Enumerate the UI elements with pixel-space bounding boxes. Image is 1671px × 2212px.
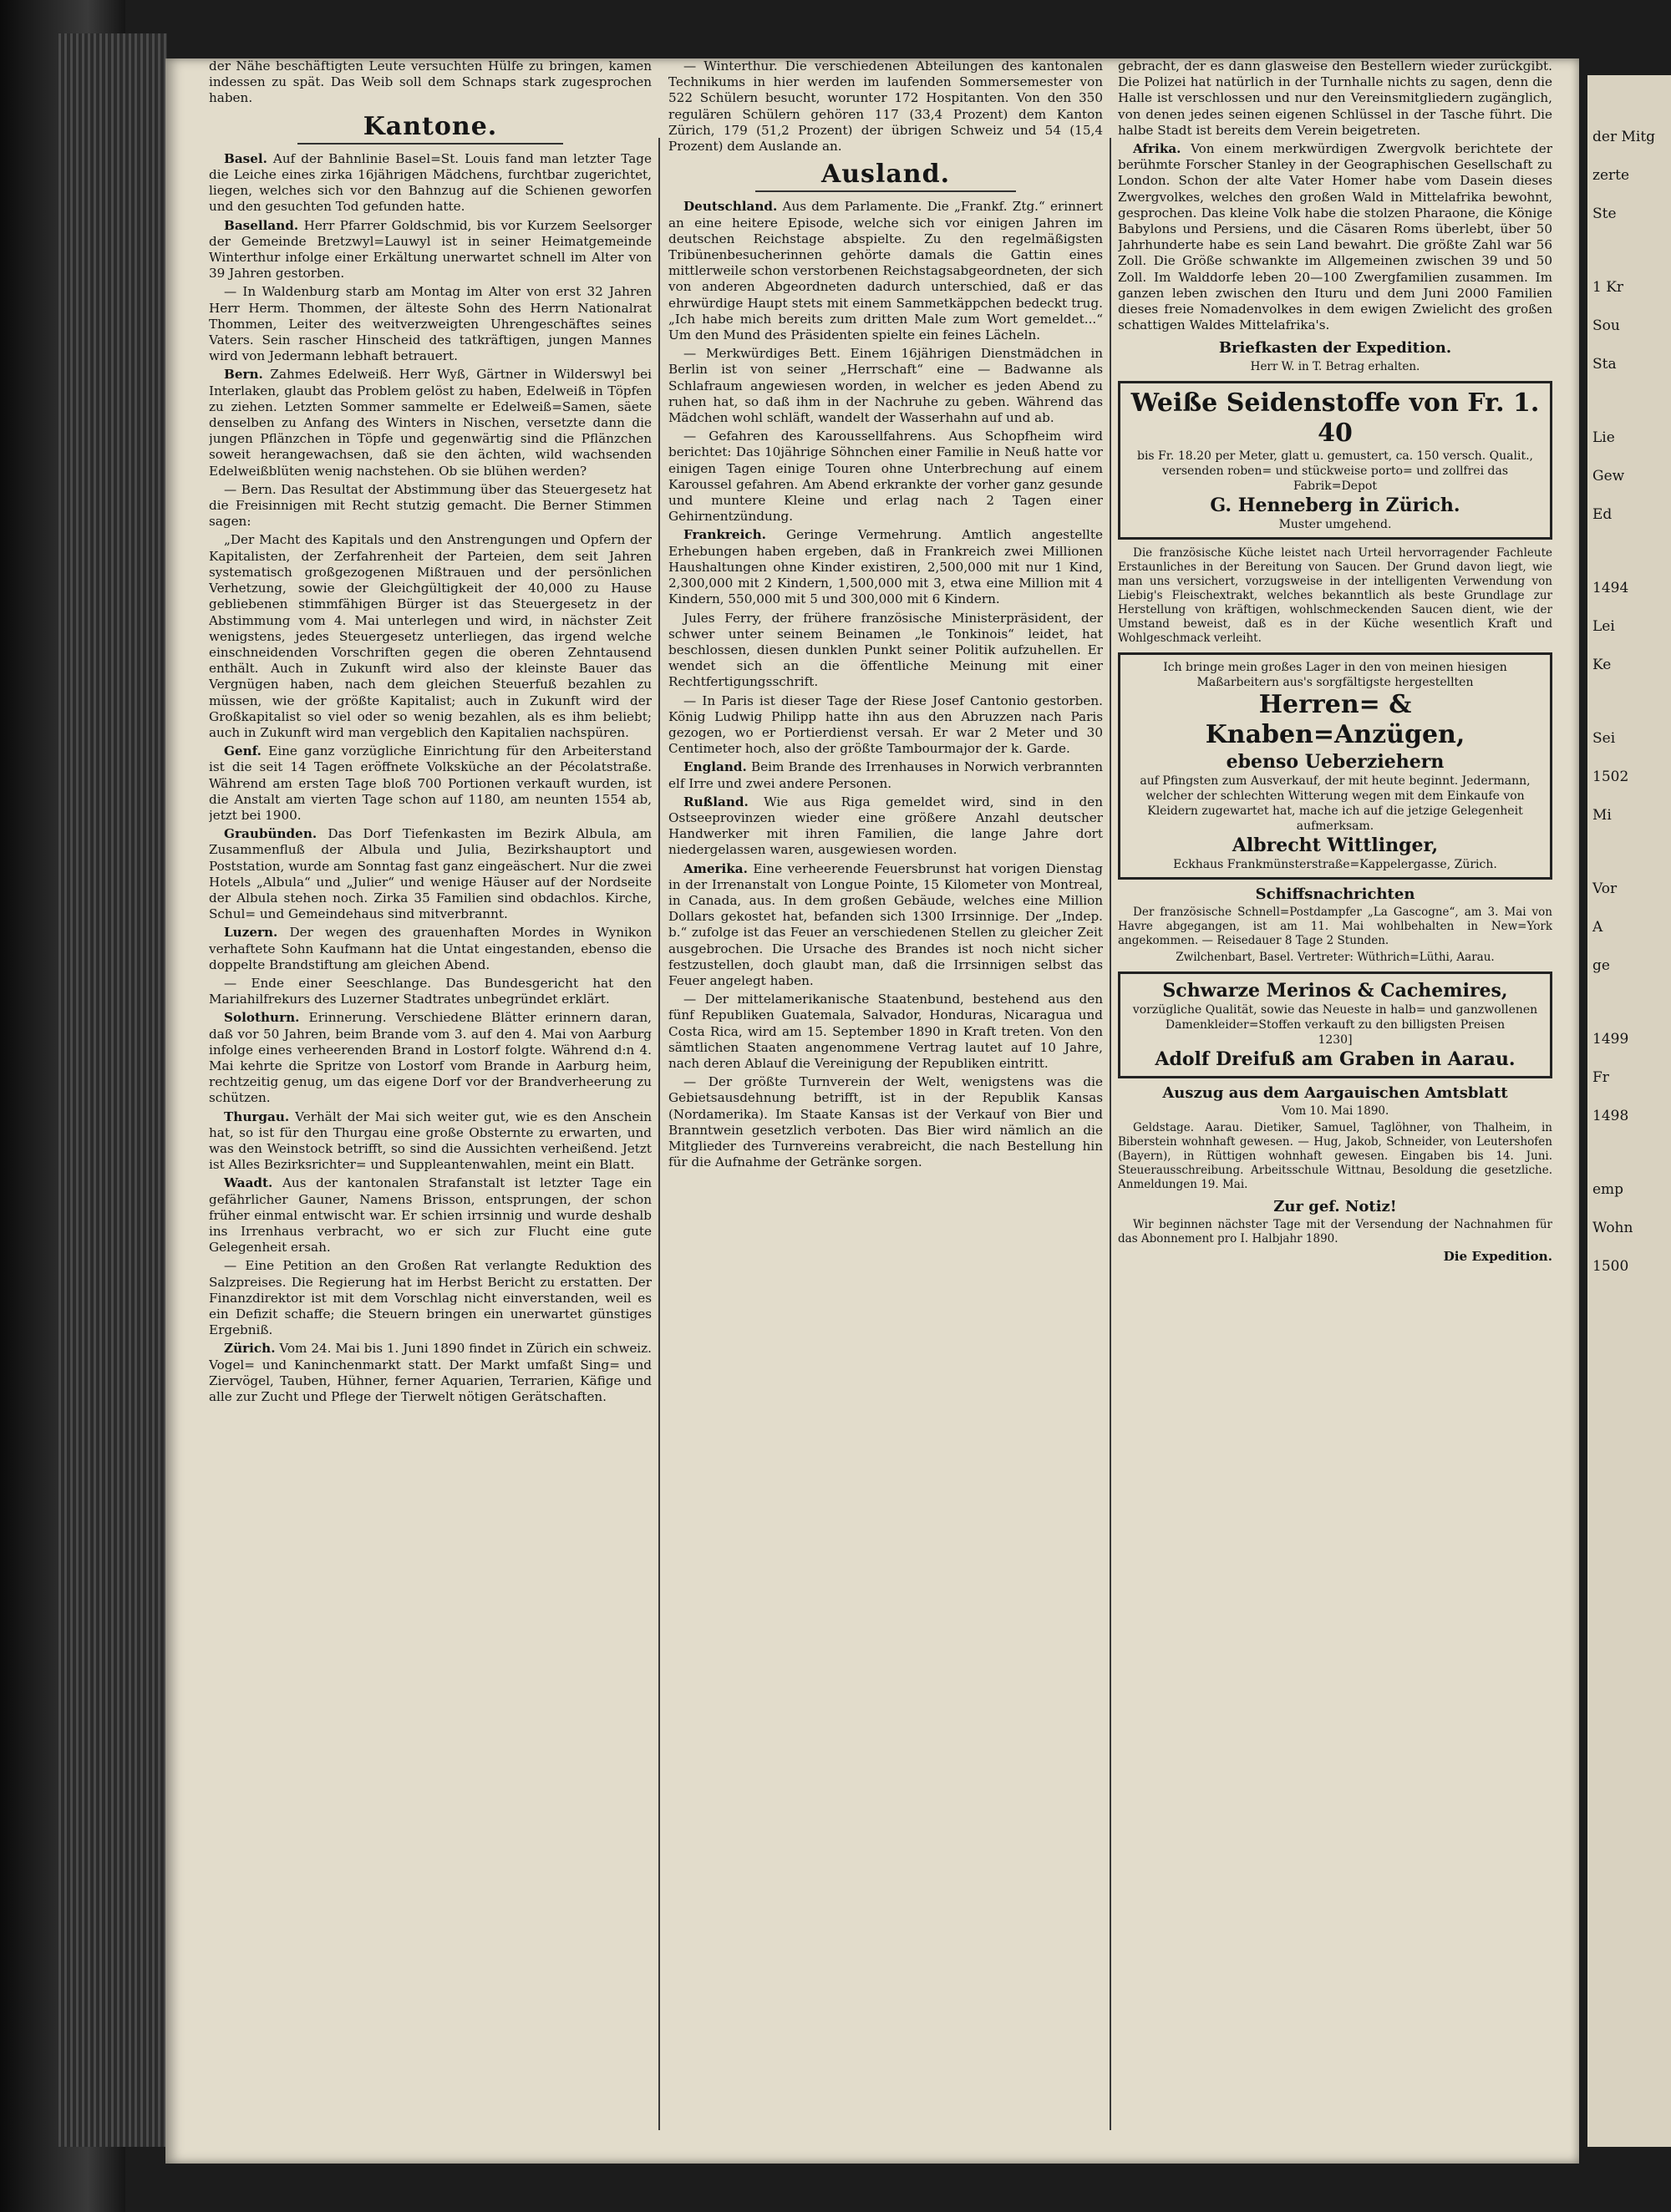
notice-text: Wir beginnen nächster Tage mit der Versendung der Nachnahmen für das Abonnement pro I. Halbjahr 1890. <box>1118 1218 1552 1246</box>
ad-reference: 1230] <box>1318 1032 1353 1047</box>
adjacent-text-fragment: emp <box>1592 1181 1624 1198</box>
adjacent-text-fragment: Ste <box>1592 205 1617 222</box>
article-paragraph <box>209 151 652 216</box>
shipping-text: Der französische Schnell=Postdampfer „La Gascogne“, am 3. Mai von Havre abgegangen, ist am 11. Mai wohlbehalten in New=York angekommen. — Reisedauer 8 Tage 2 Stunden. <box>1118 905 1552 947</box>
article-paragraph <box>668 693 1103 758</box>
notice-heading: Zur gef. Notiz! <box>1273 1198 1397 1216</box>
adjacent-text-fragment: Sou <box>1592 317 1620 334</box>
adjacent-page-edge <box>1587 75 1671 2147</box>
adjacent-text-fragment: zerte <box>1592 167 1630 184</box>
article-text: Geringe Vermehrung. Amtlich angestellte Erhebungen haben ergeben, daß in Frankreich zwei Millionen Haushaltungen ohne Kinder existiren, 2,500,000 mit nur 1 Kind, 2,300,000 mit 2 Kindern, 1,500,000 mit 3, etwa eine Million mit 4 Kindern, 550,000 mit 5 und 300,000 mit 6 Kindern. <box>668 527 1103 607</box>
adjacent-text-fragment: Ed <box>1592 506 1613 523</box>
article-paragraph <box>668 611 1103 691</box>
article-paragraph <box>209 218 652 282</box>
adjacent-text-fragment: Vor <box>1592 880 1618 897</box>
ad-headline: Weiße Seidenstoffe von Fr. 1. 40 <box>1130 388 1540 448</box>
adjacent-text-fragment: Sta <box>1592 356 1617 373</box>
adjacent-text-fragment: Wohn <box>1592 1220 1633 1236</box>
article-title: Amerika. <box>683 860 748 876</box>
adjacent-text-fragment: 1494 <box>1592 580 1629 596</box>
article-title: Bern. <box>224 367 263 383</box>
article-text: — Merkwürdiges Bett. Einem 16jährigen Dienstmädchen in Berlin ist von seiner „Herrschaft“ eine — Badwanne als Schlafraum angewiesen worden, in welcher es jeden Abend zu ruhen hat, so daß ihm in der Nachruhe zu geben. Während das Mädchen wohl schläft, wandelt der Wasserhahn auf und ab. <box>668 346 1103 426</box>
article-text: „Der Macht des Kapitals und den Anstrengungen und Opfern der Kapitalisten, der Zerfahrenheit der Parteien, dem seit Jahren systematisch großgezogenen Mißtrauen und der persönlichen Verhetzung, sowie der Gleichgültigkeit der 40,000 zu Hause gebliebenen stimmfähigen Bürger ist das Steuergesetz in der Abstimmung vom 4. Mai unterlegen und wird, in nächster Zeit wenigstens, jedes Steuergesetz unterliegen, das irgend welche einschneidenden Vorschriften gegen die oberen Zehntausend enthält. Auch in Zukunft wird also der kleinste Bauer das Vergnügen haben, nach dem gleichen Steuerfuß bezahlen zu müssen, wie der größte Kapitalist; auch in Zukunft wird der Großkapitalist so viel oder so wenig bezahlen, als es ihm beliebt; auch in Zukunft wird man vergeblich den Kapitalien nachspüren. <box>209 532 652 740</box>
adjacent-text-fragment: Lie <box>1592 429 1615 446</box>
article-title: Deutschland. <box>683 199 778 215</box>
adjacent-text-fragment: Lei <box>1592 618 1615 635</box>
article-title: Graubünden. <box>224 826 317 842</box>
article-list <box>1118 141 1552 333</box>
ad-tail: Muster umgehend. <box>1278 517 1392 531</box>
article-text: — Der größte Turnverein der Welt, wenigstens was die Gebietsausdehnung betrifft, ist in der Republik Kansas (Nordamerika). Im Staate Kansas ist der Verkauf von Bier und Branntwein gesetzlich verboten. Das Bier wird nämlich an die Mitglieder des Turnvereins verabreicht, die nach Bestellung hin für die Aufnahme der Getränke sorgen. <box>668 1074 1103 1170</box>
column-rule <box>1110 138 1111 2130</box>
ad-subheadline: ebenso Ueberziehern <box>1226 750 1445 773</box>
article-text: Aus der kantonalen Strafanstalt ist letzter Tage ein gefährlicher Gauner, Namens Brisson, entsprungen, der schon früher einmal entwischt war. Er schien irrsinnig und wurde deshalb ins Irrenhaus verbracht, wo er sich zur Flucht eine gute Gelegenheit ersah. <box>209 1175 652 1256</box>
article-text: Der wegen des grauenhaften Mordes in Wynikon verhaftete Sohn Kaufmann hat die Untat eingestanden, ebenso die doppelte Brandstiftung am gleichen Abend. <box>209 925 652 972</box>
article-paragraph <box>209 284 652 364</box>
article-paragraph <box>209 1109 652 1174</box>
article-paragraph <box>209 1175 652 1256</box>
article-paragraph <box>1118 141 1552 333</box>
briefkasten-text: Herr W. in T. Betrag erhalten. <box>1250 359 1420 373</box>
ad-firm: Adolf Dreifuß am Graben in Aarau. <box>1155 1048 1516 1070</box>
article-text: — Gefahren des Karoussellfahrens. Aus Schopfheim wird berichtet: Das 10jährige Söhnchen einer Familie in Neuß hatte vor einigen Tagen einige Touren ohne Unterbrechung auf einem Karoussel gefahren. Am Abend erkrankte der vorher ganz gesunde und muntere Kleine und erlag nach 2 Tagen einer Gehirnentzündung. <box>668 429 1103 525</box>
article-paragraph <box>668 1074 1103 1170</box>
ad-firm: Albrecht Wittlinger, <box>1232 834 1439 856</box>
article-text: — Der mittelamerikanische Staatenbund, bestehend aus den fünf Republiken Guatemala, Salvador, Honduras, Nicaragua und Costa Rica, wird am 15. September 1890 in Kraft treten. Von den sämtlichen Staaten angenommene Vertrag lautet auf 10 Jahre, nach deren Ablauf die Vereinigung der Republiken eintritt. <box>668 992 1103 1071</box>
article-title: Basel. <box>224 150 267 166</box>
article-text: Herr Pfarrer Goldschmid, bis vor Kurzem Seelsorger der Gemeinde Bretzwyl=Lauwyl ist in seiner Heimatgemeinde Winterthur infolge einer Erkältung unerwartet schnell im Alter von 39 Jahren gestorben. <box>209 217 652 282</box>
article-text: Beim Brande des Irrenhauses in Norwich verbrannten elf Irre und zwei andere Personen. <box>668 759 1103 791</box>
article-paragraph <box>209 1010 652 1106</box>
column-1 <box>209 58 652 2164</box>
adjacent-text-fragment: 1498 <box>1592 1108 1629 1124</box>
adjacent-text-fragment: A <box>1592 919 1603 936</box>
article-paragraph <box>668 527 1103 607</box>
article-paragraph <box>209 743 652 824</box>
article-paragraph <box>209 367 652 479</box>
article-paragraph <box>209 482 652 530</box>
ad-body: vorzügliche Qualität, sowie das Neueste in halb= und ganzwollenen Damenkleider=Stoffen verkauft zu den billigsten Preisen <box>1132 1002 1538 1032</box>
article-text: Aus dem Parlamente. Die „Frankf. Ztg.“ erinnert an eine heitere Episode, welche sich vor einigen Jahren im deutschen Reichstage abspielte. Zu den regelmäßigsten Tribünenbesucherinnen gehörte damals die Gattin eines mittlerweile schon verstorbenen Reichstagsabgeordneten, der sich von anderen Abgeordneten dadurch unterschied, daß er das ehrwürdige Haupt stets mit einem Sammetkäppchen bedeckt trug. „Ich habe mich bereits zum dritten Male zum Wort gemeldet...“ Um den Mund des Präsidenten spielte ein feines Lächeln. <box>668 199 1103 343</box>
article-text: — In Paris ist dieser Tage der Riese Josef Cantonio gestorben. König Ludwig Philipp hatte ihn aus den Abruzzen nach Paris gezogen, wo er Portierdienst versah. Er war 2 Meter und 30 Centimeter hoch, also der größte Tambourmajor der k. Garde. <box>668 693 1103 757</box>
article-title: Rußland. <box>683 794 749 809</box>
newspaper-page <box>165 58 1579 2164</box>
advertisement-clothing <box>1118 652 1552 880</box>
article-text: Verhält der Mai sich weiter gut, wie es den Anschein hat, so ist für den Thurgau eine große Obsternte zu erwarten, und was den Weinstock betrifft, so sind die Aussichten verheißend. Jetzt ist Alles Bezirksrichter= und Suppleantenwahlen, meint ein Blatt. <box>209 1109 652 1173</box>
article-list <box>209 151 652 1405</box>
amtsblatt-heading: Auszug aus dem Aargauischen Amtsblatt <box>1162 1083 1508 1102</box>
article-title: England. <box>683 759 747 775</box>
article-paragraph <box>668 429 1103 525</box>
article-paragraph <box>668 794 1103 859</box>
adjacent-text-fragment: Mi <box>1592 807 1612 824</box>
article-text: Eine ganz vorzügliche Einrichtung für den Arbeiterstand ist die seit 14 Tagen eröffnete Volksküche an der Pécolatstraße. Während am ersten Tage bloß 700 Portionen verkauft wurden, ist die Anstalt am vierten Tage schon auf 1180, am neunten 1554 ab, jetzt bei 1900. <box>209 743 652 823</box>
article-title: Afrika. <box>1133 141 1181 157</box>
article-text: Vom 24. Mai bis 1. Juni 1890 findet in Zürich ein schweiz. Vogel= und Kaninchenmarkt statt. Der Markt umfaßt Sing= und Ziervögel, Tauben, Hühner, ferner Aquarien, Terrarien, Käfige und alle zur Zucht und Pflege der Tierwelt nötigen Gerätschaften. <box>209 1341 652 1405</box>
adjacent-text-fragment: Fr <box>1592 1069 1609 1086</box>
section-heading-kantone: Kantone. <box>363 111 498 141</box>
column-intro: gebracht, der es dann glasweise den Bestellern wieder zurückgibt. Die Polizei hat natürlich in der Turnhalle nichts zu sagen, denn die Halle ist verschlossen und nur den Vereinsmitgliedern zugänglich, von denen jedes seinen eigenen Schlüssel in der Tasche führt. Die halbe Stadt ist bereits dem Verein beigetreten. <box>1118 58 1552 138</box>
column-2 <box>668 58 1103 2164</box>
article-text: — Eine Petition an den Großen Rat verlangte Reduktion des Salzpreises. Die Regierung hat im Herbst Bericht zu erstatten. Der Finanzdirektor ist mit dem Vorschlag nicht einverstanden, weil es ein Defizit schaffe; die Steuern bringen ein unerwartet günstiges Ergebniß. <box>209 1258 652 1338</box>
adjacent-text-fragment: 1 Kr <box>1592 279 1624 296</box>
article-text: Jules Ferry, der frühere französische Ministerpräsident, der schwer unter seinem Beinamen „le Tonkinois“ leidet, hat beschlossen, diesen dunklen Punkt seiner Politik aufzuhellen. Er wendet sich an die öffentliche Meinung mit einer Rechtfertigungsschrift. <box>668 610 1103 690</box>
article-paragraph <box>668 992 1103 1072</box>
article-text: — In Waldenburg starb am Montag im Alter von erst 32 Jahren Herr Herm. Thommen, der älteste Sohn des Herrn Nationalrat Thommen, Leiter des weitverzweigten Uhrengeschäftes seines Vaters. Sein rascher Hinscheid des tatkräftigen, jungen Mannes wird von Jedermann lebhaft betrauert. <box>209 284 652 364</box>
adjacent-text-fragment: Sei <box>1592 730 1616 747</box>
article-title: Waadt. <box>224 1175 273 1191</box>
ad-address: Eckhaus Frankmünsterstraße=Kappelergasse, Zürich. <box>1173 857 1497 871</box>
article-paragraph <box>209 925 652 973</box>
shipping-agent: Zwilchenbart, Basel. Vertreter: Wüthrich=Lüthi, Aarau. <box>1176 950 1495 964</box>
article-paragraph <box>668 759 1103 791</box>
article-paragraph <box>668 199 1103 343</box>
amtsblatt-date: Vom 10. Mai 1890. <box>1281 1104 1389 1119</box>
article-title: Solothurn. <box>224 1010 300 1026</box>
notice-signature: Die Expedition. <box>1443 1249 1552 1265</box>
article-paragraph <box>668 861 1103 990</box>
article-text: — Bern. Das Resultat der Abstimmung über das Steuergesetz hat die Freisinnigen mit Recht stutzig gemacht. Die Berner Stimmen sagen: <box>209 481 652 530</box>
advertisement-merinos <box>1118 972 1552 1078</box>
adjacent-text-fragment: 1499 <box>1592 1031 1629 1048</box>
article-paragraph <box>209 976 652 1007</box>
article-title: Baselland. <box>224 217 299 233</box>
article-text: Von einem merkwürdigen Zwergvolk berichtete der berühmte Forscher Stanley in der Geographischen Gesellschaft zu London. Schon der alte Vater Homer habe vom Dasein dieses Zwergvolkes, welches den großen Wald in Mittelafrika bewohnt, gesprochen. Das kleine Volk habe die stolzen Pharaone, die Könige Babylons und Persiens, und die Cäsaren Roms überlebt, über 50 Jahrhunderte habe es sein Land bewahrt. Die größte Zahl war 56 Zoll. Die Größe schwankte im Allgemeinen zwischen 39 und 50 Zoll. Im Walddorfe leben 20—100 Zwergfamilien zusammen. Im ganzen leben zwischen den Ituru und dem Juni 2000 Familien dieses freie Nomadenvolkes in dem ewigen Zwielicht des großen schattigen Waldes Mittelafrika's. <box>1118 141 1552 333</box>
article-title: Luzern. <box>224 925 278 941</box>
notice-french-kitchen: Die französische Küche leistet nach Urteil hervorragender Fachleute Erstaunliches in der Bereitung von Saucen. Der Grund davon liegt, wie man uns versichert, vorzugsweise in der intelligenten Verwendung von Liebig's Fleischextrakt, welches bekanntlich als beste Grundlage zur Herstellung von kräftigen, wohlschmeckenden Saucen dient, wie der Umstand beweist, daß es in der Küche wesentlich Kraft und Wohlgeschmack verleiht. <box>1118 545 1552 645</box>
column-intro: — Winterthur. Die verschiedenen Abteilungen des kantonalen Technikums in hier werden im laufenden Sommersemester von 522 Schülern besucht, worunter 172 Hospitanten. Von den 350 regulären Schülern gehören 117 (33,4 Prozent) dem Kanton Zürich, 179 (51,2 Prozent) der übrigen Schweiz und 54 (15,4 Prozent) dem Auslande an. <box>668 58 1103 155</box>
ad-intro: Ich bringe mein großes Lager in den von meinen hiesigen Maßarbeitern aus's sorgfältigste hergestellten <box>1163 660 1507 689</box>
adjacent-text-fragment: 1500 <box>1592 1258 1629 1275</box>
adjacent-text-fragment: Ke <box>1592 657 1612 673</box>
adjacent-text-fragment: ge <box>1592 957 1610 974</box>
adjacent-page-fragments <box>1587 125 1671 1278</box>
article-paragraph <box>209 826 652 922</box>
adjacent-text-fragment: der Mitg <box>1592 129 1656 145</box>
article-text: — Ende einer Seeschlange. Das Bundesgericht hat den Mariahilfrekurs des Luzerner Stadtrates unbegründet erklärt. <box>209 975 652 1007</box>
article-text: Eine verheerende Feuersbrunst hat vorigen Dienstag in der Irrenanstalt von Longue Pointe, 15 Kilometer von Montreal, in Canada, aus. In dem großen Gebäude, welches eine Million Dollars gekostet hat, befanden sich 1300 Irrsinnige. Der „Indep. b.“ zufolge ist das Feuer an verschiedenen Stellen zu gleicher Zeit ausgebrochen. Die Ursache des Brandes ist noch nicht sicher festzustellen, doch glaubt man, daß die Irrsinnigen selbst das Feuer angelegt haben. <box>668 860 1103 988</box>
article-text: Auf der Bahnlinie Basel=St. Louis fand man letzter Tage die Leiche eines zirka 16jährigen Mädchens, furchtbar zugerichtet, liegen, welches sich vor den Bahnzug auf die Schienen geworfen und den gesuchten Tod gefunden hatte. <box>209 150 652 215</box>
amtsblatt-text: Geldstage. Aarau. Dietiker, Samuel, Taglöhner, von Thalheim, in Biberstein wohnhaft gewesen. — Hug, Jakob, Schneider, von Leutershofen (Bayern), in Rüttigen wohnhaft gewesen. Eingaben bis 14. Juni. Steuerausschreibung. Arbeitsschule Wittnau, Besoldung die gesetzliche. Anmeldungen 19. Mai. <box>1118 1121 1552 1192</box>
article-title: Frankreich. <box>683 527 766 543</box>
column-rule <box>658 138 660 2130</box>
article-list <box>668 199 1103 1170</box>
article-paragraph <box>209 532 652 741</box>
section-rule <box>297 143 563 145</box>
briefkasten-heading: Briefkasten der Expedition. <box>1218 339 1452 358</box>
article-paragraph <box>668 346 1103 426</box>
advertisement-silk <box>1118 381 1552 540</box>
ad-headline: Herren= & Knaben=Anzügen, <box>1205 689 1465 749</box>
ad-body: bis Fr. 18.20 per Meter, glatt u. gemustert, ca. 150 versch. Qualit., versenden roben= und stückweise porto= und zollfrei das Fabrik=Depot <box>1136 449 1534 493</box>
article-text: Erinnerung. Verschiedene Blätter erinnern daran, daß vor 50 Jahren, beim Brande vom 3. auf den 4. Mai von Aarburg infolge eines verheerenden Brand in Lostorf folgte. Während d:n 4. Mai kehrte die Spritze von Lostorf vom Brande in Aarburg heim, rechtzeitig genug, um das eigene Dorf vor der Brandverheerung zu schützen. <box>209 1010 652 1106</box>
shipping-heading: Schiffsnachrichten <box>1255 885 1415 903</box>
column-3 <box>1118 58 1552 2164</box>
article-paragraph <box>209 1341 652 1405</box>
article-title: Genf. <box>224 743 262 759</box>
adjacent-text-fragment: Gew <box>1592 468 1625 485</box>
page-edges <box>58 33 167 2147</box>
article-text: Das Dorf Tiefenkasten im Bezirk Albula, am Zusammenfluß der Albula und Julia, Bezirkshauptort und Poststation, wurde am Sonntag fast ganz eingeäschert. Nur die zwei Hotels „Albula“ und „Julier“ und wenige Häuser auf der Nordseite der Albula stehen noch. Zirka 35 Familien sind obdachlos. Kirche, Schul= und Gemeindehaus sind mitverbrannt. <box>209 826 652 922</box>
article-paragraph <box>209 1258 652 1338</box>
article-title: Zürich. <box>224 1341 276 1357</box>
article-text: Zahmes Edelweiß. Herr Wyß, Gärtner in Wilderswyl bei Interlaken, glaubt das Problem gelöst zu haben, Edelweiß in Töpfen zu ziehen. Letzten Sommer sammelte er Edelweiß=Samen, säete denselben zu Anfang des Winters in Nischen, versetzte dann die jungen Pflänzchen in Töpfe und gegenwärtig sind die Pflänzchen soweit herangewachsen, daß sie den ächten, wild wachsenden Edelweißblüten wenig nachstehen. Ob sie blühen werden? <box>209 367 652 479</box>
ad-headline: Schwarze Merinos & Cachemires, <box>1162 979 1508 1002</box>
section-heading-ausland: Ausland. <box>820 160 951 190</box>
article-title: Thurgau. <box>224 1109 290 1124</box>
column-intro: der Nähe beschäftigten Leute versuchten Hülfe zu bringen, kamen indessen zu spät. Das Weib soll dem Schnaps stark zugesprochen haben. <box>209 58 652 106</box>
section-rule <box>755 190 1016 192</box>
article-text: Wie aus Riga gemeldet wird, sind in den Ostseeprovinzen wieder eine größere Anzahl deutscher Handwerker mit ihren Familien, die lange Jahre dort niedergelassen waren, ausgewiesen worden. <box>668 794 1103 858</box>
ad-firm: G. Henneberg in Zürich. <box>1210 494 1460 516</box>
adjacent-text-fragment: 1502 <box>1592 769 1629 785</box>
ad-body: auf Pfingsten zum Ausverkauf, der mit heute beginnt. Jedermann, welcher der schlechten Witterung wegen mit dem Einkaufe von Kleidern zugewartet hat, mache ich auf die jetzige Gelegenheit aufmerksam. <box>1140 774 1531 833</box>
